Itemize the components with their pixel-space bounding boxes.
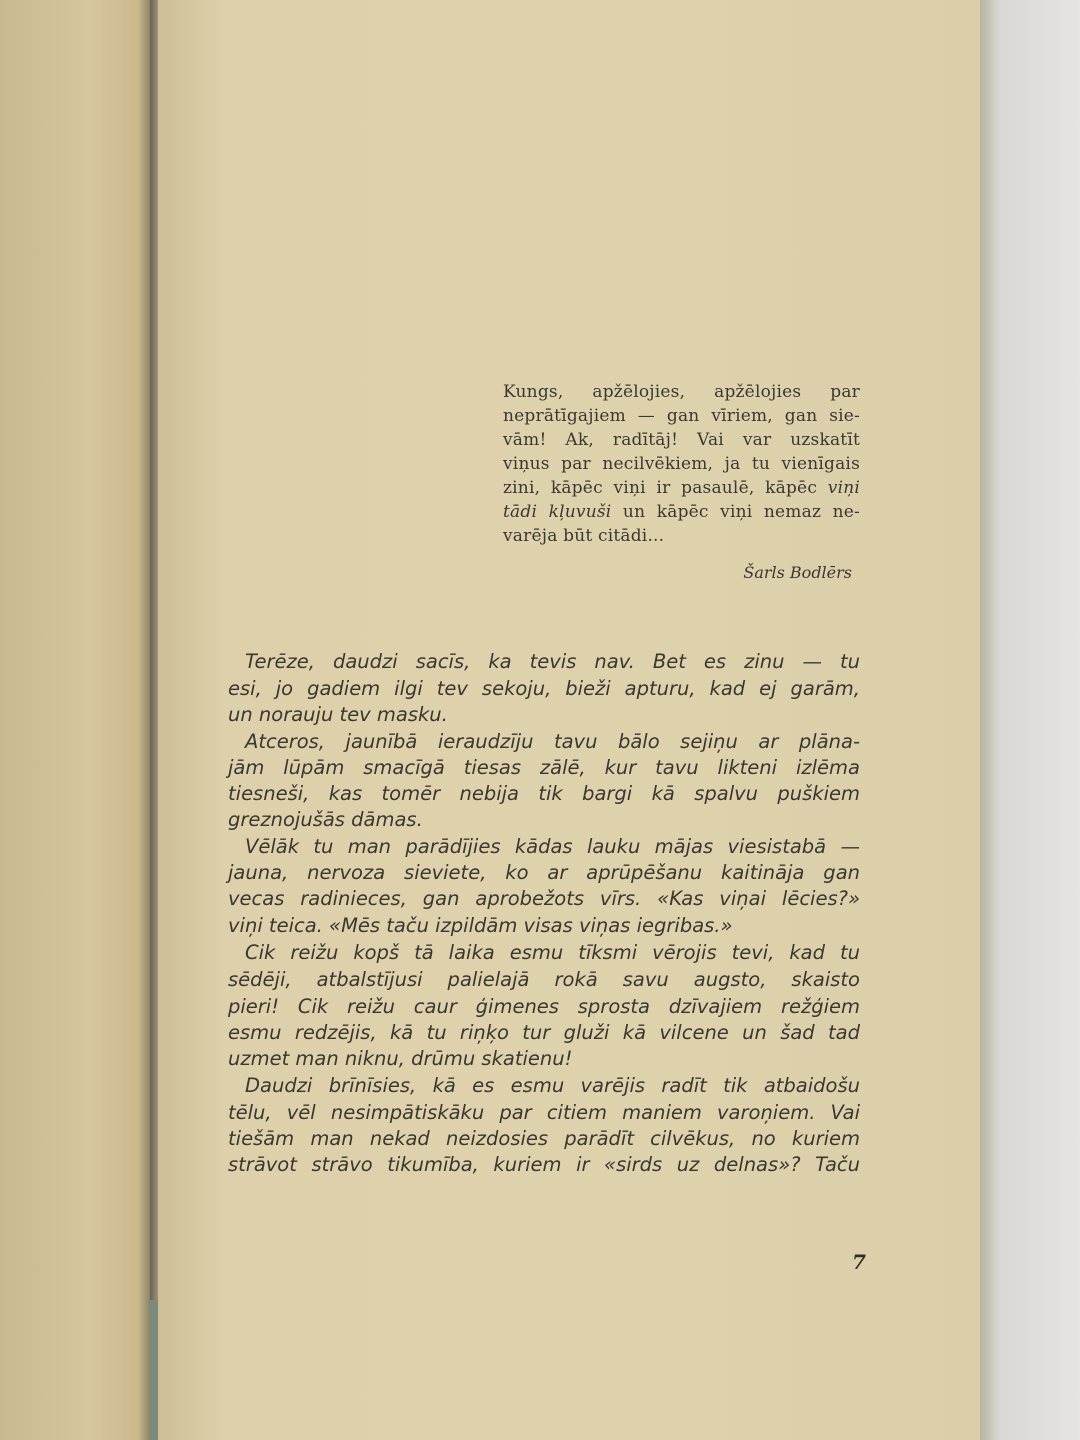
- body-line: tēlu, vēl nesimpātiskāku par citiem maniem varoņiem. Vai: [228, 1101, 860, 1124]
- body-line: jauna, nervoza sieviete, ko ar aprūpēšanu kaitināja gan: [228, 861, 860, 884]
- epigraph-text: un kāpēc viņi nemaz ne-: [622, 502, 860, 522]
- body-line: jām lūpām smacīgā tiesas zālē, kur tavu likteni izlēma: [228, 756, 860, 779]
- epigraph-line: viņus par necilvēkiem, ja tu vienīgais: [503, 454, 860, 474]
- epigraph-emphasis: viņi: [827, 478, 860, 498]
- body-line: esi, jo gadiem ilgi tev sekoju, bieži apturu, kad ej garām,: [228, 677, 860, 700]
- body-line: Cik reižu kopš tā laika esmu tīksmi vērojis tevi, kad tu: [245, 941, 860, 964]
- body-line: viņi teica. «Mēs taču izpildām visas viņas iegribas.»: [228, 914, 733, 937]
- epigraph-line: vām! Ak, radītāj! Vai var uzskatīt: [503, 430, 860, 450]
- page-edge-background: [980, 0, 1080, 1440]
- epigraph-attribution: Šarls Bodlērs: [743, 563, 852, 582]
- body-line: uzmet man niknu, drūmu skatienu!: [228, 1047, 573, 1070]
- body-line: Terēze, daudzi sacīs, ka tevis nav. Bet es zinu — tu: [245, 650, 860, 673]
- body-line: tiešām man nekad neizdosies parādīt cilvēkus, no kuriem: [228, 1127, 860, 1150]
- body-line: Atceros, jaunībā ieraudzīju tavu bālo sejiņu ar plāna-: [245, 730, 860, 753]
- body-line: un norauju tev masku.: [228, 703, 448, 726]
- body-line: pieri! Cik reižu caur ģimenes sprosta dzīvajiem režģiem: [228, 995, 860, 1018]
- left-page: [0, 0, 150, 1440]
- epigraph-line: neprātīgajiem — gan vīriem, gan sie-: [503, 406, 860, 426]
- epigraph-emphasis: tādi kļuvuši: [503, 502, 612, 522]
- book-spine: [150, 0, 158, 1440]
- epigraph-text: zini, kāpēc viņi ir pasaulē, kāpēc: [503, 478, 818, 498]
- body-line: strāvot strāvo tikumība, kuriem ir «sirds uz delnas»? Taču: [228, 1153, 860, 1176]
- epigraph-line: varēja būt citādi...: [503, 526, 665, 546]
- epigraph-line: Kungs, apžēlojies, apžēlojies par: [503, 382, 860, 402]
- epigraph-line: [503, 478, 860, 498]
- body-line: Vēlāk tu man parādījies kādas lauku mājas viesistabā —: [245, 835, 860, 858]
- epigraph-line: [503, 502, 860, 522]
- body-line: tiesneši, kas tomēr nebija tik bargi kā spalvu puškiem: [228, 782, 860, 805]
- body-line: vecas radinieces, gan aprobežots vīrs. «Kas viņai lēcies?»: [228, 887, 860, 910]
- body-line: esmu redzējis, kā tu riņķo tur gluži kā vilcene un šad tad: [228, 1021, 860, 1044]
- body-line: greznojušās dāmas.: [228, 808, 423, 831]
- page-number: 7: [852, 1250, 866, 1274]
- body-line: sēdēji, atbalstījusi palielajā rokā savu augsto, skaisto: [228, 968, 860, 991]
- body-line: Daudzi brīnīsies, kā es esmu varējis radīt tik atbaidošu: [245, 1074, 860, 1097]
